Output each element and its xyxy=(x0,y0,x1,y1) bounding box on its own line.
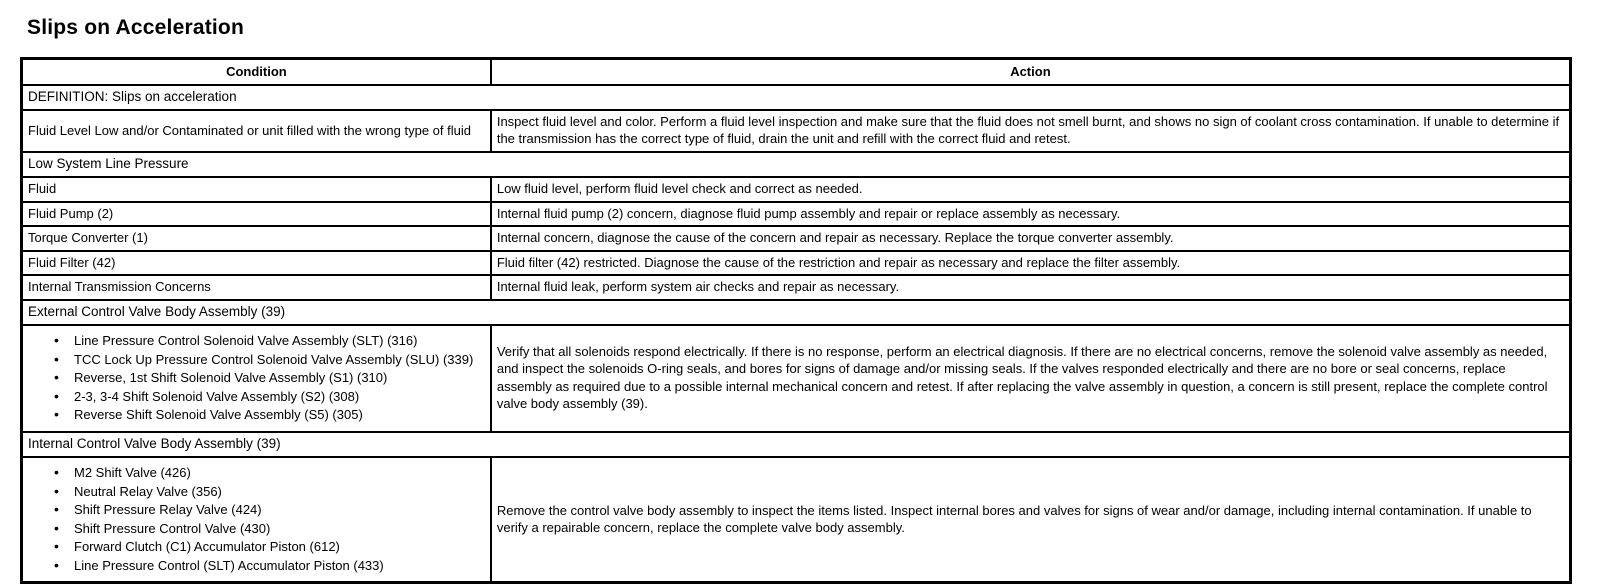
condition-cell: Fluid xyxy=(22,177,491,202)
list-item: • Reverse, 1st Shift Solenoid Valve Assembly (S1) (310) xyxy=(54,369,485,387)
action-cell: Internal concern, diagnose the cause of the concern and repair as necessary. Replace the torque converter assembly. xyxy=(491,226,1571,251)
definition-row: DEFINITION: Slips on acceleration xyxy=(22,85,1571,110)
action-cell: Fluid filter (42) restricted. Diagnose the cause of the restriction and repair as necessary and replace the filter assembly. xyxy=(491,251,1571,276)
list-item: • M2 Shift Valve (426) xyxy=(54,464,485,482)
table-row xyxy=(22,457,1571,583)
condition-bullet-list xyxy=(28,332,485,424)
table-row xyxy=(22,300,1571,325)
list-item: • TCC Lock Up Pressure Control Solenoid Valve Assembly (SLU) (339) xyxy=(54,351,485,369)
condition-cell: Fluid Pump (2) xyxy=(22,202,491,227)
diagnostic-table xyxy=(20,57,1572,584)
list-item: • Neutral Relay Valve (356) xyxy=(54,483,485,501)
condition-cell: Internal Transmission Concerns xyxy=(22,275,491,300)
action-cell: Verify that all solenoids respond electrically. If there is no response, perform an electrical diagnosis. If there are no electrical concerns, remove the solenoid valve assembly as needed, and inspect the solenoids O-ring seals, and bores for signs of damage and/or missing seals. If the valves responded electrically and there are no bore or seal concerns, replace assembly as required due to a possible internal mechanical concern and retest. If after replacing the valve assembly in question, a concern is still present, replace the complete control valve body assembly (39). xyxy=(491,325,1571,432)
action-cell: Remove the control valve body assembly to inspect the items listed. Inspect internal bores and valves for signs of wear and/or damage, including internal contamination. If unable to verify a repairable concern, replace the complete valve body assembly. xyxy=(491,457,1571,583)
table-row xyxy=(22,202,1571,227)
condition-bullet-list xyxy=(28,464,485,574)
action-cell: Internal fluid pump (2) concern, diagnose fluid pump assembly and repair or replace assembly as necessary. xyxy=(491,202,1571,227)
table-row xyxy=(22,275,1571,300)
condition-cell: Torque Converter (1) xyxy=(22,226,491,251)
list-item: • Forward Clutch (C1) Accumulator Piston (612) xyxy=(54,538,485,556)
action-cell: Internal fluid leak, perform system air checks and repair as necessary. xyxy=(491,275,1571,300)
condition-cell xyxy=(22,457,491,583)
table-row xyxy=(22,177,1571,202)
condition-cell: Fluid Filter (42) xyxy=(22,251,491,276)
list-item: • Shift Pressure Control Valve (430) xyxy=(54,520,485,538)
table-row xyxy=(22,110,1571,152)
page-title: Slips on Acceleration xyxy=(27,16,244,39)
column-header-action: Action xyxy=(491,59,1571,85)
list-item: • Line Pressure Control (SLT) Accumulator Piston (433) xyxy=(54,557,485,575)
section-row-internal-valve-body: Internal Control Valve Body Assembly (39) xyxy=(22,432,1571,457)
list-item: • Reverse Shift Solenoid Valve Assembly (S5) (305) xyxy=(54,406,485,424)
table-row xyxy=(22,85,1571,110)
section-row-low-system-line-pressure: Low System Line Pressure xyxy=(22,152,1571,177)
section-row-external-valve-body: External Control Valve Body Assembly (39) xyxy=(22,300,1571,325)
action-cell: Inspect fluid level and color. Perform a fluid level inspection and make sure that the fluid does not smell burnt, and shows no sign of coolant cross contamination. If unable to determine if the transmission has the correct type of fluid, drain the unit and refill with the correct fluid and retest. xyxy=(491,110,1571,152)
table-row xyxy=(22,251,1571,276)
action-cell: Low fluid level, perform fluid level check and correct as needed. xyxy=(491,177,1571,202)
column-header-condition: Condition xyxy=(22,59,491,85)
list-item: • Line Pressure Control Solenoid Valve Assembly (SLT) (316) xyxy=(54,332,485,350)
list-item: • Shift Pressure Relay Valve (424) xyxy=(54,501,485,519)
table-row xyxy=(22,432,1571,457)
table-row xyxy=(22,325,1571,432)
table-row xyxy=(22,226,1571,251)
condition-cell xyxy=(22,325,491,432)
list-item: • 2-3, 3-4 Shift Solenoid Valve Assembly (S2) (308) xyxy=(54,388,485,406)
table-header-row xyxy=(22,59,1571,85)
condition-cell: Fluid Level Low and/or Contaminated or unit filled with the wrong type of fluid xyxy=(22,110,491,152)
table-row xyxy=(22,152,1571,177)
